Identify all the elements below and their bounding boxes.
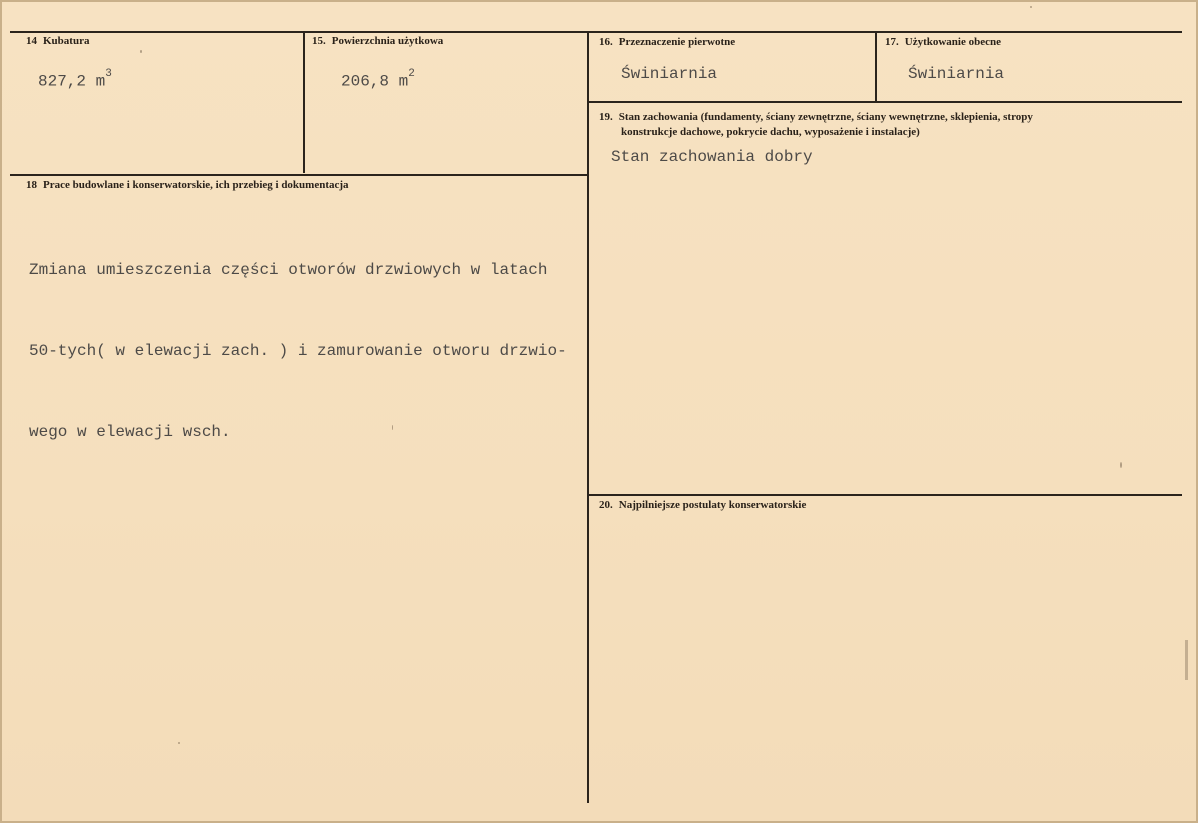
field-19-title-line-1: Stan zachowania (fundamenty, ściany zewnętrzne, ściany wewnętrzne, sklepienia, stropy bbox=[618, 111, 1033, 123]
divider-left-right bbox=[587, 31, 589, 803]
field-20-title: Najpilniejsze postulaty konserwatorskie bbox=[618, 499, 807, 511]
powierzchnia-unit-exponent: 2 bbox=[408, 68, 415, 80]
paper-speck bbox=[140, 50, 142, 53]
top-rule bbox=[10, 31, 1182, 33]
field-18-number: 18 bbox=[26, 179, 37, 191]
field-16-title: Przeznaczenie pierwotne bbox=[618, 36, 736, 48]
field-20-number: 20. bbox=[599, 499, 613, 511]
field-17-value: Świniarnia bbox=[908, 65, 1005, 83]
field-19-title-line-2: konstrukcje dachowe, pokrycie dachu, wyposażenie i instalacje) bbox=[621, 126, 920, 138]
field-19-value: Stan zachowania dobry bbox=[611, 148, 813, 166]
rule-under-14-15 bbox=[10, 174, 588, 176]
kubatura-unit-exponent: 3 bbox=[105, 68, 112, 80]
divider-16-17 bbox=[875, 31, 877, 102]
field-18-line-3: wego w elewacji wsch. bbox=[29, 423, 231, 441]
field-14-title: Kubatura bbox=[43, 35, 90, 47]
paper-speck bbox=[1120, 462, 1122, 468]
paper-speck bbox=[178, 742, 180, 744]
field-19-number: 19. bbox=[599, 111, 613, 123]
field-17-title: Użytkowanie obecne bbox=[904, 36, 1001, 48]
field-17-label bbox=[885, 36, 1001, 48]
field-14-label bbox=[26, 35, 89, 47]
field-16-label bbox=[599, 36, 735, 48]
field-15-title: Powierzchnia użytkowa bbox=[331, 35, 444, 47]
field-17-number: 17. bbox=[885, 36, 899, 48]
field-18-line-2: 50-tych( w elewacji zach. ) i zamurowanie otworu drzwio- bbox=[29, 342, 567, 360]
paper-speck bbox=[1185, 640, 1188, 680]
powierzchnia-value: 206,8 m bbox=[341, 72, 409, 91]
field-18-line-1: Zmiana umieszczenia części otworów drzwiowych w latach bbox=[29, 261, 548, 279]
field-20-label bbox=[599, 499, 806, 511]
field-16-number: 16. bbox=[599, 36, 613, 48]
divider-14-15 bbox=[303, 31, 305, 173]
field-18-text bbox=[29, 203, 567, 500]
paper-speck bbox=[1030, 6, 1032, 8]
field-18-title: Prace budowlane i konserwatorskie, ich przebieg i dokumentacja bbox=[43, 179, 349, 191]
field-19-label bbox=[599, 110, 1169, 140]
kubatura-value: 827,2 m bbox=[38, 72, 106, 91]
field-19-label-line-1 bbox=[599, 110, 1169, 125]
field-14-number: 14 bbox=[26, 35, 37, 47]
field-16-value: Świniarnia bbox=[621, 65, 718, 83]
field-14-value bbox=[38, 68, 112, 91]
field-15-label bbox=[312, 35, 443, 47]
rule-under-16-17 bbox=[589, 101, 1182, 103]
rule-above-20 bbox=[589, 494, 1182, 496]
field-15-value bbox=[341, 68, 415, 91]
field-18-label bbox=[26, 179, 349, 191]
paper-speck bbox=[392, 425, 393, 430]
field-15-number: 15. bbox=[312, 35, 326, 47]
